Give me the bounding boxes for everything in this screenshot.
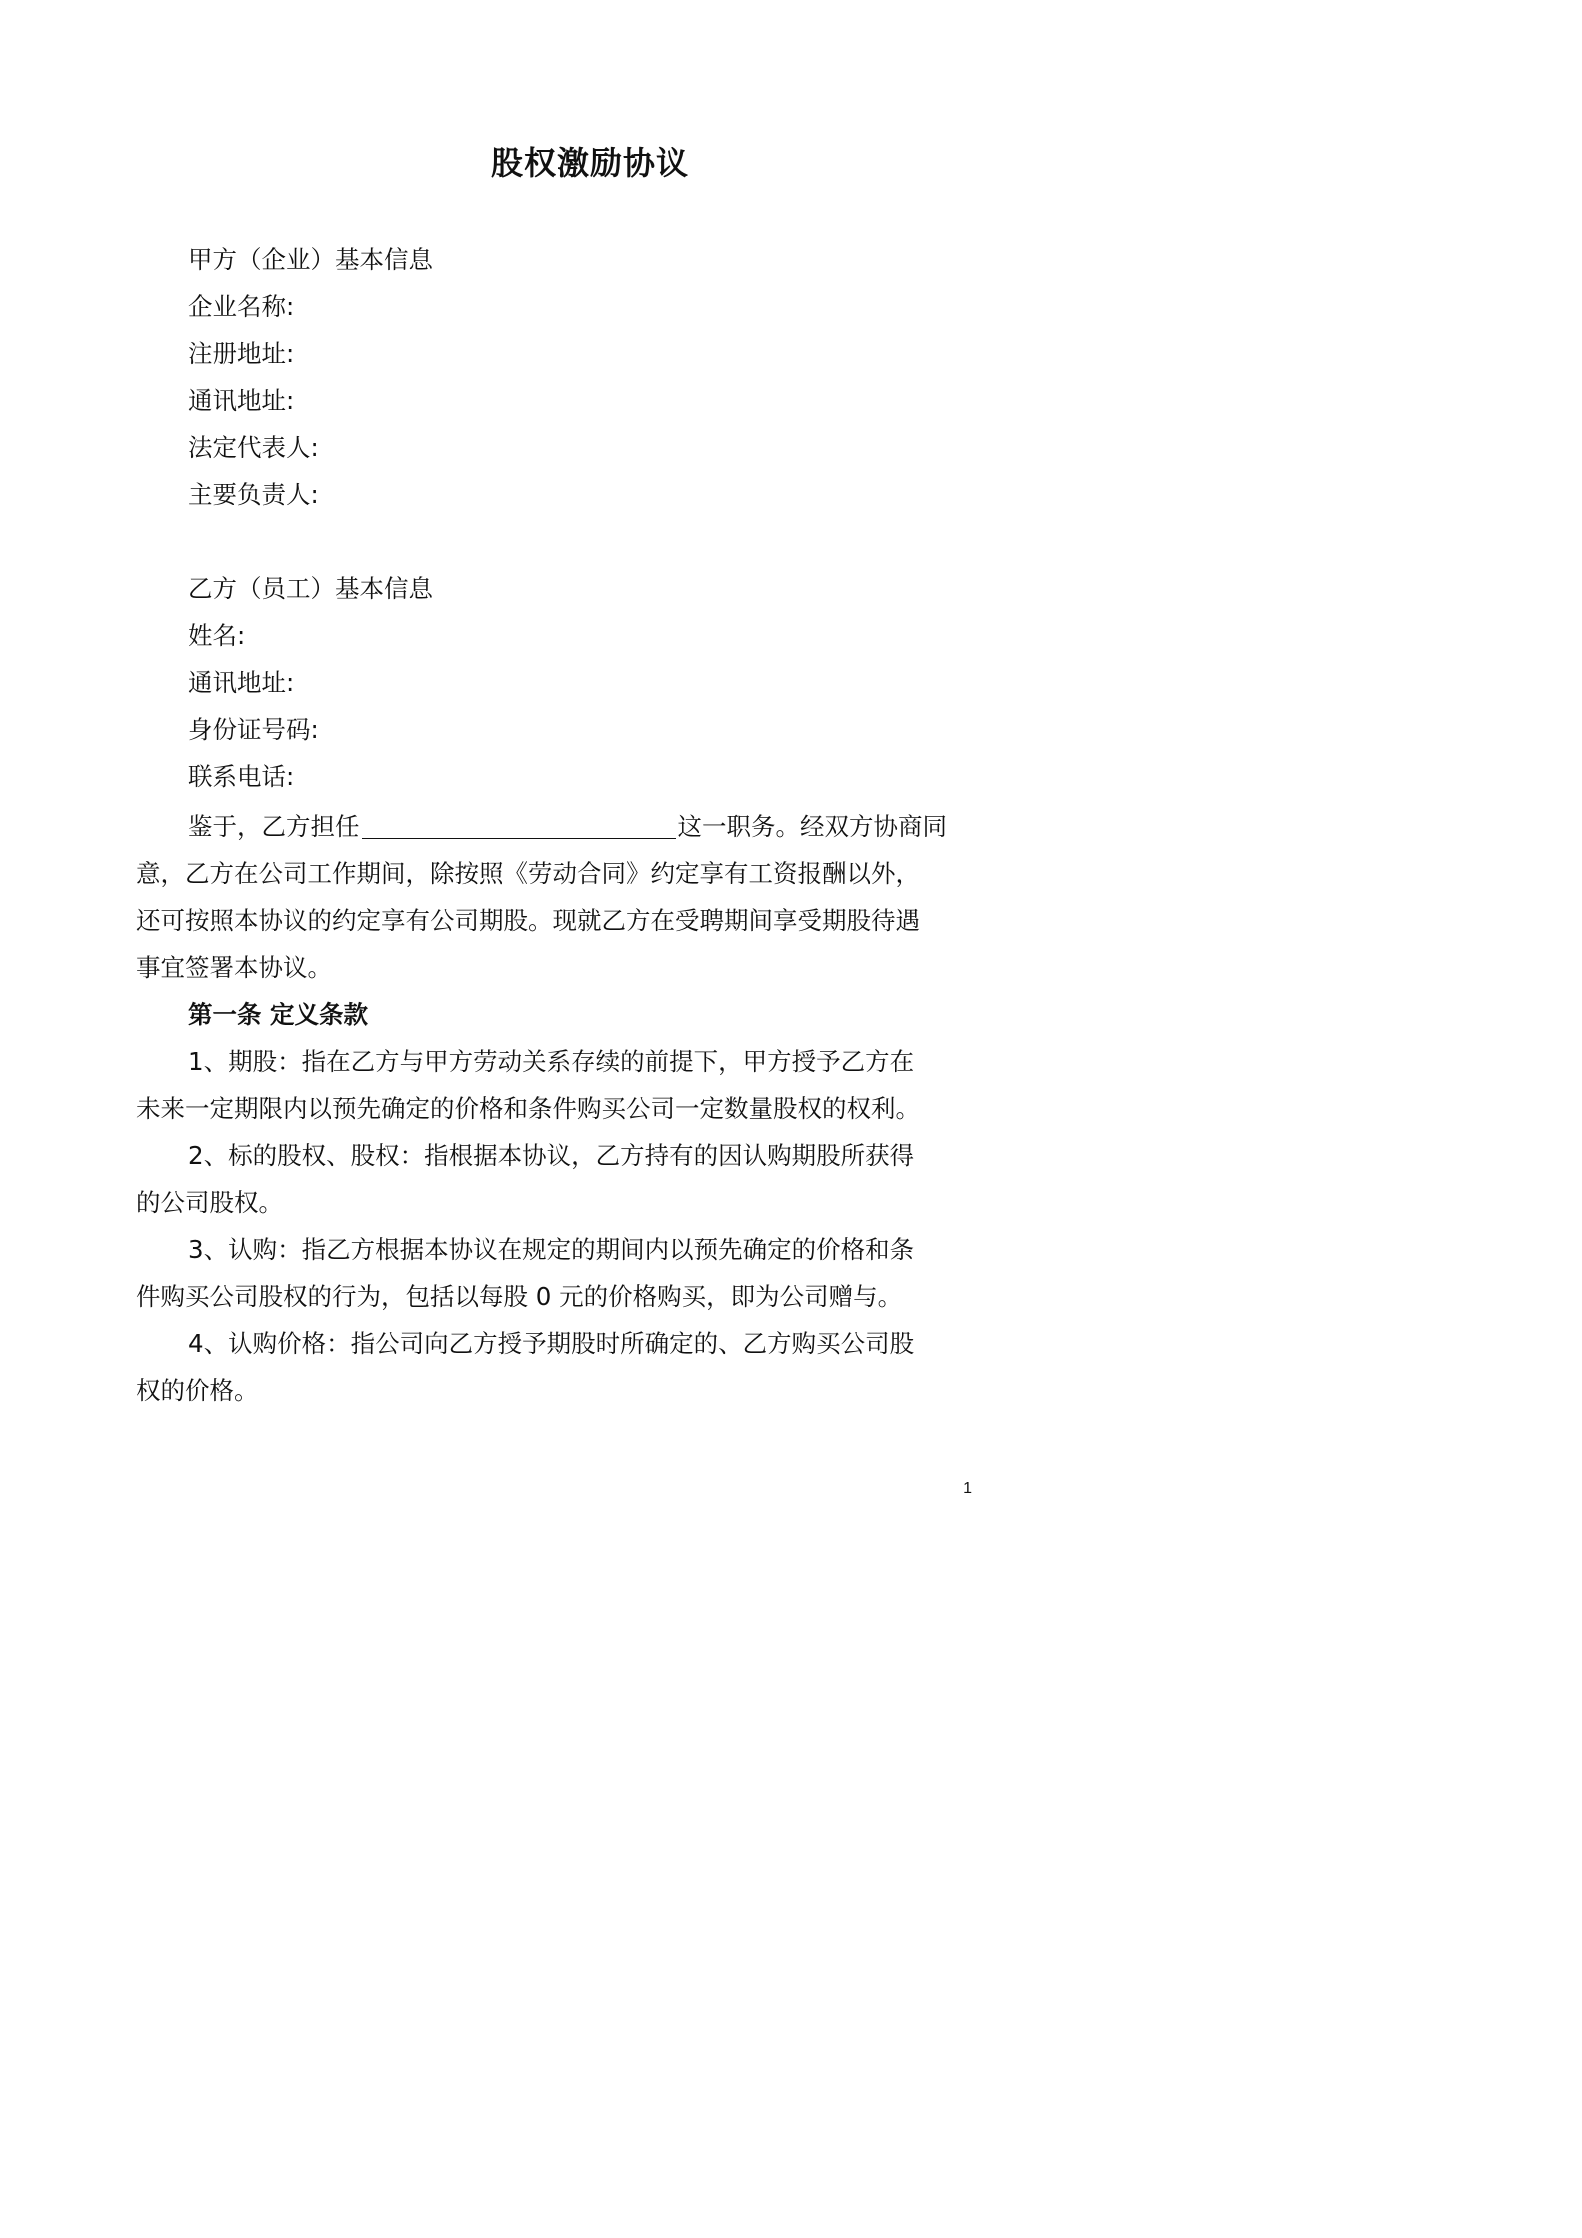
definition-item-3-line-2: 件购买公司股权的行为，包括以每股 0 元的价格购买，即为公司赠与。: [136, 1282, 903, 1311]
party-b-field-id-number: 身份证号码:: [188, 715, 319, 744]
party-a-heading: 甲方（企业）基本信息: [188, 245, 433, 274]
whereas-line-3: 还可按照本协议的约定享有公司期股。现就乙方在受聘期间享受期股待遇: [136, 906, 920, 935]
article-1-heading: 第一条 定义条款: [188, 1000, 369, 1029]
definition-item-2-line-1: 2、标的股权、股权：指根据本协议，乙方持有的因认购期股所获得: [188, 1141, 915, 1170]
party-b-field-name: 姓名:: [188, 621, 246, 650]
party-a-field-legal-representative: 法定代表人:: [188, 433, 319, 462]
position-blank-line: [362, 810, 676, 839]
page-number: 1: [963, 1480, 972, 1497]
whereas-paragraph: [136, 803, 972, 991]
party-a-field-registered-address: 注册地址:: [188, 339, 295, 368]
definition-item-1: [136, 1038, 972, 1132]
whereas-line1-suffix: 这一职务。经双方协商同: [677, 812, 947, 841]
document-page: [0, 0, 1100, 1556]
definition-item-3: [136, 1226, 972, 1320]
party-a-field-company-name: 企业名称:: [188, 292, 295, 321]
party-b-field-mailing-address: 通讯地址:: [188, 668, 295, 697]
whereas-prefix: 鉴于，乙方担任: [188, 812, 360, 841]
party-b-heading: 乙方（员工）基本信息: [188, 574, 433, 603]
definition-item-1-line-1: 1、期股：指在乙方与甲方劳动关系存续的前提下，甲方授予乙方在: [188, 1047, 915, 1076]
definition-item-2: [136, 1132, 972, 1226]
party-a-field-mailing-address: 通讯地址:: [188, 386, 295, 415]
definition-item-4: [136, 1320, 972, 1414]
definition-item-1-line-2: 未来一定期限内以预先确定的价格和条件购买公司一定数量股权的权利。: [136, 1094, 920, 1123]
whereas-line-4: 事宜签署本协议。: [136, 953, 332, 982]
definition-item-4-line-1: 4、认购价格：指公司向乙方授予期股时所确定的、乙方购买公司股: [188, 1329, 915, 1358]
definition-item-3-line-1: 3、认购：指乙方根据本协议在规定的期间内以预先确定的价格和条: [188, 1235, 915, 1264]
whereas-line-1: [136, 803, 972, 850]
party-b-field-phone: 联系电话:: [188, 762, 295, 791]
definition-item-4-line-2: 权的价格。: [136, 1376, 259, 1405]
document-title: 股权激励协议: [490, 144, 689, 182]
party-a-field-principal: 主要负责人:: [188, 480, 319, 509]
definition-item-2-line-2: 的公司股权。: [136, 1188, 283, 1217]
whereas-line-2: 意，乙方在公司工作期间，除按照《劳动合同》约定享有工资报酬以外，: [136, 859, 920, 888]
